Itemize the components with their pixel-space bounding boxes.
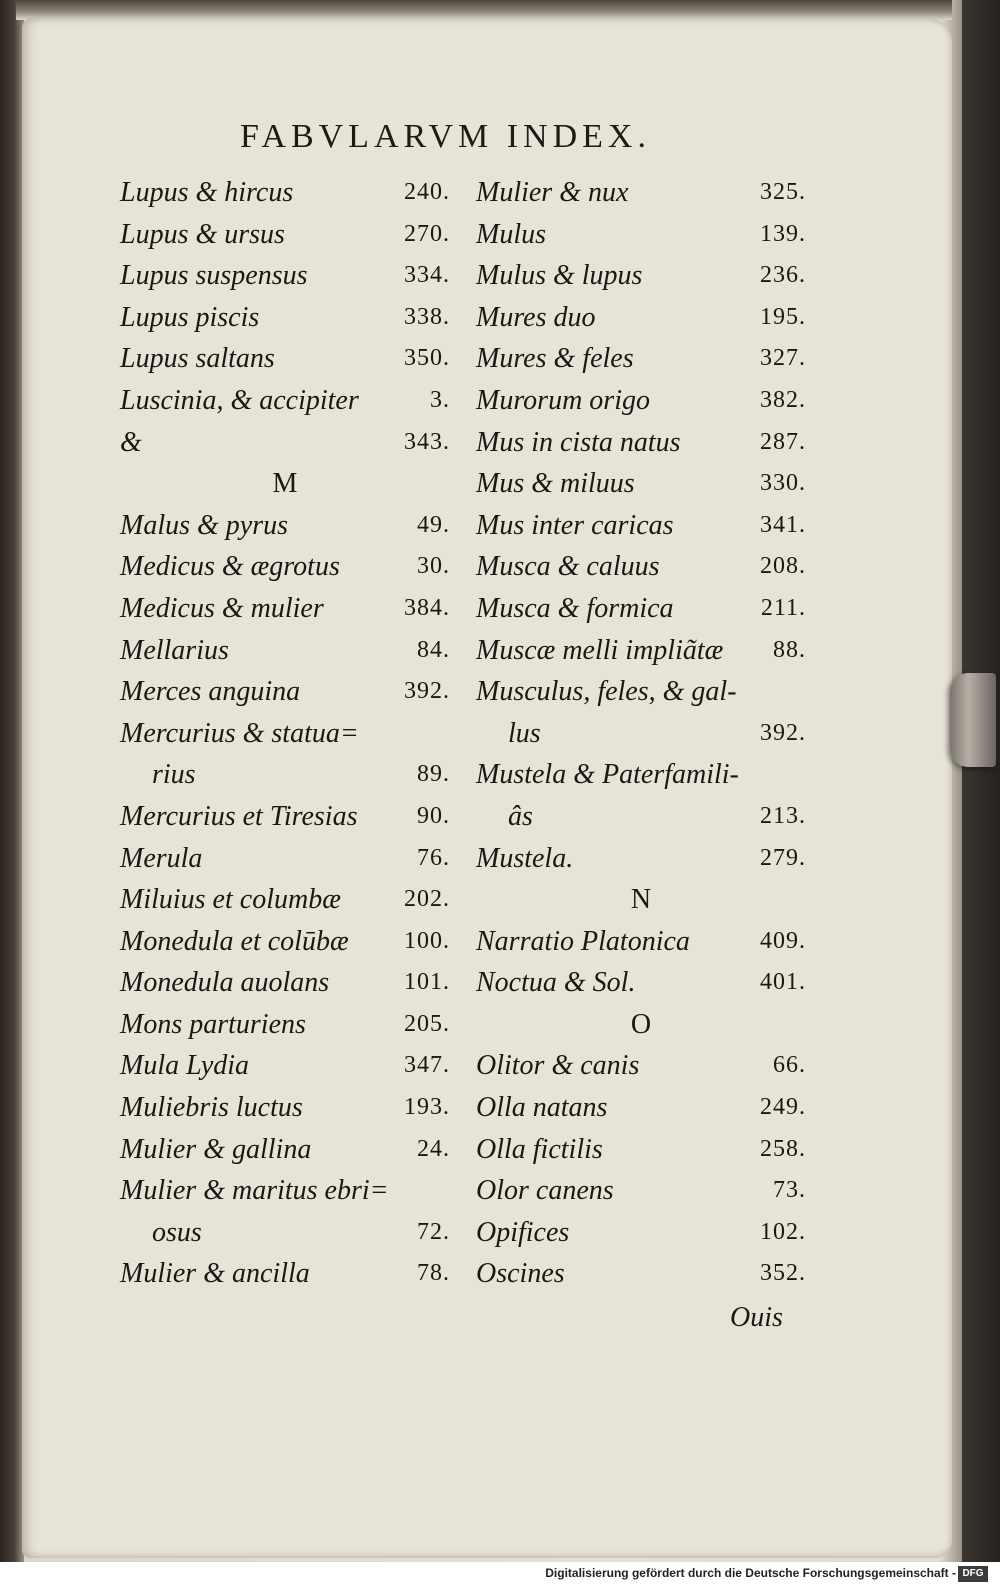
catchword: Ouis xyxy=(730,1302,783,1333)
entry-title: Mercurius et Tiresias xyxy=(120,800,358,832)
index-entry xyxy=(120,255,450,297)
entry-page-number: 287. xyxy=(760,428,806,455)
index-entry xyxy=(120,713,450,755)
entry-title: Mustela & Paterfamili- xyxy=(476,759,739,791)
entry-page-number: 270. xyxy=(404,220,450,247)
index-entry xyxy=(476,754,806,796)
entry-title: âs xyxy=(508,800,533,832)
entry-title: Medicus & ægrotus xyxy=(120,551,340,583)
index-entry xyxy=(120,1004,450,1046)
entry-title: Opifices xyxy=(476,1216,570,1248)
entry-title: Mula Lydia xyxy=(120,1050,250,1082)
entry-page-number: 88. xyxy=(773,636,806,663)
entry-title: Mellarius xyxy=(120,634,229,666)
entry-title: Mustela. xyxy=(476,842,574,874)
entry-title: Mulier & ancilla xyxy=(120,1258,310,1290)
index-entry xyxy=(476,921,806,963)
index-entry xyxy=(476,796,806,838)
entry-title: Narratio Platonica xyxy=(476,925,690,957)
index-letter-heading xyxy=(476,879,806,921)
entry-title: Mus inter caricas xyxy=(476,509,674,541)
index-entry xyxy=(476,546,806,588)
entry-title: Lupus suspensus xyxy=(120,260,308,292)
index-entry xyxy=(476,1045,806,1087)
entry-page-number: 30. xyxy=(417,553,450,580)
index-entry xyxy=(476,338,806,380)
index-entry xyxy=(476,671,806,713)
entry-page-number: 90. xyxy=(417,802,450,829)
index-entry xyxy=(120,380,450,422)
index-entry xyxy=(476,172,806,214)
entry-page-number: 213. xyxy=(760,802,806,829)
entry-page-number: 195. xyxy=(760,303,806,330)
entry-page-number: 49. xyxy=(417,511,450,538)
index-entry xyxy=(120,422,450,464)
entry-page-number: 401. xyxy=(760,969,806,996)
entry-title: Medicus & mulier xyxy=(120,592,324,624)
index-column-right xyxy=(476,172,806,1295)
index-entry xyxy=(476,630,806,672)
book-cover-edge xyxy=(962,0,1000,1562)
entry-title: Olitor & canis xyxy=(476,1050,640,1082)
entry-page-number: 338. xyxy=(404,303,450,330)
entry-title: Mercurius & statua= xyxy=(120,717,359,749)
entry-page-number: 384. xyxy=(404,594,450,621)
index-entry xyxy=(120,754,450,796)
index-entry xyxy=(120,338,450,380)
entry-page-number: 392. xyxy=(760,719,806,746)
index-entry xyxy=(120,630,450,672)
entry-title: Mulier & maritus ebri= xyxy=(120,1175,389,1207)
index-entry xyxy=(120,172,450,214)
entry-title: Mus in cista natus xyxy=(476,426,681,458)
entry-page-number: 347. xyxy=(404,1052,450,1079)
index-letter-heading xyxy=(476,1004,806,1046)
entry-page-number: 73. xyxy=(773,1177,806,1204)
entry-title: Mulus & lupus xyxy=(476,260,643,292)
book-clasp xyxy=(950,673,996,767)
entry-page-number: 89. xyxy=(417,761,450,788)
entry-page-number: 24. xyxy=(417,1135,450,1162)
entry-page-number: 382. xyxy=(760,386,806,413)
entry-title: Mons parturiens xyxy=(120,1008,306,1040)
entry-title: Mures & feles xyxy=(476,343,634,375)
entry-page-number: 202. xyxy=(404,886,450,913)
entry-title: Monedula et colūbæ xyxy=(120,925,349,957)
book-gutter xyxy=(0,0,24,1562)
entry-page-number: 205. xyxy=(404,1010,450,1037)
index-entry xyxy=(476,422,806,464)
page-top-edge xyxy=(16,0,952,20)
index-entry xyxy=(476,505,806,547)
entry-title: Mus & miluus xyxy=(476,468,635,500)
entry-title: Lupus piscis xyxy=(120,301,260,333)
entry-page-number: 279. xyxy=(760,844,806,871)
index-entry xyxy=(120,1087,450,1129)
entry-page-number: 249. xyxy=(760,1094,806,1121)
index-entry xyxy=(120,546,450,588)
entry-page-number: 66. xyxy=(773,1052,806,1079)
index-entry xyxy=(120,796,450,838)
index-entry xyxy=(120,962,450,1004)
entry-title: Oscines xyxy=(476,1258,565,1290)
entry-title: Mulier & nux xyxy=(476,177,629,208)
index-entry xyxy=(476,297,806,339)
footer-credit: Digitalisierung gefördert durch die Deutsche Forschungsgemeinschaft - xyxy=(545,1566,956,1580)
entry-page-number: 334. xyxy=(404,262,450,289)
entry-page-number: 100. xyxy=(404,927,450,954)
entry-title: Lupus saltans xyxy=(120,343,275,375)
index-entry xyxy=(120,921,450,963)
index-entry xyxy=(476,713,806,755)
entry-title: Luscinia, & accipiter xyxy=(120,384,359,416)
entry-title: Merces anguina xyxy=(120,676,301,708)
index-entry xyxy=(120,1170,450,1212)
entry-title: Olla natans xyxy=(476,1092,608,1124)
entry-title: Lupus & ursus xyxy=(120,218,285,250)
index-entry xyxy=(120,297,450,339)
index-entry xyxy=(476,1253,806,1295)
index-entry xyxy=(120,1129,450,1171)
index-letter-heading xyxy=(120,463,450,505)
entry-title: Lupus & hircus xyxy=(120,177,294,208)
index-column-left xyxy=(120,172,450,1295)
index-entry xyxy=(476,588,806,630)
index-entry xyxy=(120,505,450,547)
entry-title: & xyxy=(120,426,142,458)
entry-page-number: 350. xyxy=(404,345,450,372)
entry-page-number: 72. xyxy=(417,1218,450,1245)
entry-page-number: 343. xyxy=(404,428,450,455)
entry-title: Mures duo xyxy=(476,301,596,333)
entry-title: Musca & caluus xyxy=(476,551,660,583)
entry-title: lus xyxy=(508,717,541,749)
entry-page-number: 409. xyxy=(760,927,806,954)
entry-page-number: 193. xyxy=(404,1094,450,1121)
index-entry xyxy=(476,255,806,297)
entry-title: osus xyxy=(152,1216,202,1248)
index-entry xyxy=(476,962,806,1004)
entry-title: Noctua & Sol. xyxy=(476,967,636,999)
entry-page-number: 330. xyxy=(760,470,806,497)
entry-page-number: 76. xyxy=(417,844,450,871)
entry-page-number: 3. xyxy=(430,386,450,413)
index-entry xyxy=(120,1045,450,1087)
index-entry xyxy=(476,1170,806,1212)
entry-page-number: 325. xyxy=(760,179,806,205)
index-entry xyxy=(120,671,450,713)
entry-title: Monedula auolans xyxy=(120,967,330,999)
dfg-logo-icon: DFG xyxy=(958,1566,988,1582)
entry-page-number: 78. xyxy=(417,1260,450,1287)
entry-title: Muscæ melli impliãtæ xyxy=(476,634,724,666)
entry-title: Musculus, feles, & gal- xyxy=(476,676,737,708)
entry-title: Olor canens xyxy=(476,1175,614,1207)
entry-page-number: 327. xyxy=(760,345,806,372)
entry-title: Merula xyxy=(120,842,203,874)
index-entry xyxy=(476,1087,806,1129)
index-entry xyxy=(120,1212,450,1254)
page-title: FABVLARVM INDEX. xyxy=(240,118,651,155)
entry-page-number: 341. xyxy=(760,511,806,538)
entry-title: Malus & pyrus xyxy=(120,509,288,541)
entry-page-number: 139. xyxy=(760,220,806,247)
entry-page-number: 392. xyxy=(404,678,450,705)
index-entry xyxy=(120,838,450,880)
entry-page-number: 101. xyxy=(404,969,450,996)
entry-title: Mulus xyxy=(476,218,546,250)
index-entry xyxy=(120,588,450,630)
entry-title: Musca & formica xyxy=(476,592,674,624)
entry-title: Murorum origo xyxy=(476,384,650,416)
entry-page-number: 352. xyxy=(760,1260,806,1287)
index-entry xyxy=(476,463,806,505)
entry-page-number: 102. xyxy=(760,1218,806,1245)
index-entry xyxy=(120,1253,450,1295)
index-entry xyxy=(120,214,450,256)
index-entry xyxy=(476,1212,806,1254)
index-entry xyxy=(476,838,806,880)
entry-title: Miluius et columbæ xyxy=(120,884,341,916)
index-entry xyxy=(120,879,450,921)
entry-title: Mulier & gallina xyxy=(120,1133,312,1165)
entry-title: N xyxy=(630,884,652,916)
entry-page-number: 84. xyxy=(417,636,450,663)
entry-title: M xyxy=(272,468,298,500)
entry-title: O xyxy=(630,1008,652,1040)
index-entry xyxy=(476,214,806,256)
entry-title: rius xyxy=(152,759,196,791)
entry-page-number: 240. xyxy=(404,179,450,205)
index-entry xyxy=(476,380,806,422)
entry-title: Olla fictilis xyxy=(476,1133,603,1165)
entry-page-number: 258. xyxy=(760,1135,806,1162)
index-entry xyxy=(476,1129,806,1171)
entry-page-number: 211. xyxy=(760,594,806,621)
entry-page-number: 236. xyxy=(760,262,806,289)
entry-page-number: 208. xyxy=(760,553,806,580)
entry-title: Muliebris luctus xyxy=(120,1092,303,1124)
